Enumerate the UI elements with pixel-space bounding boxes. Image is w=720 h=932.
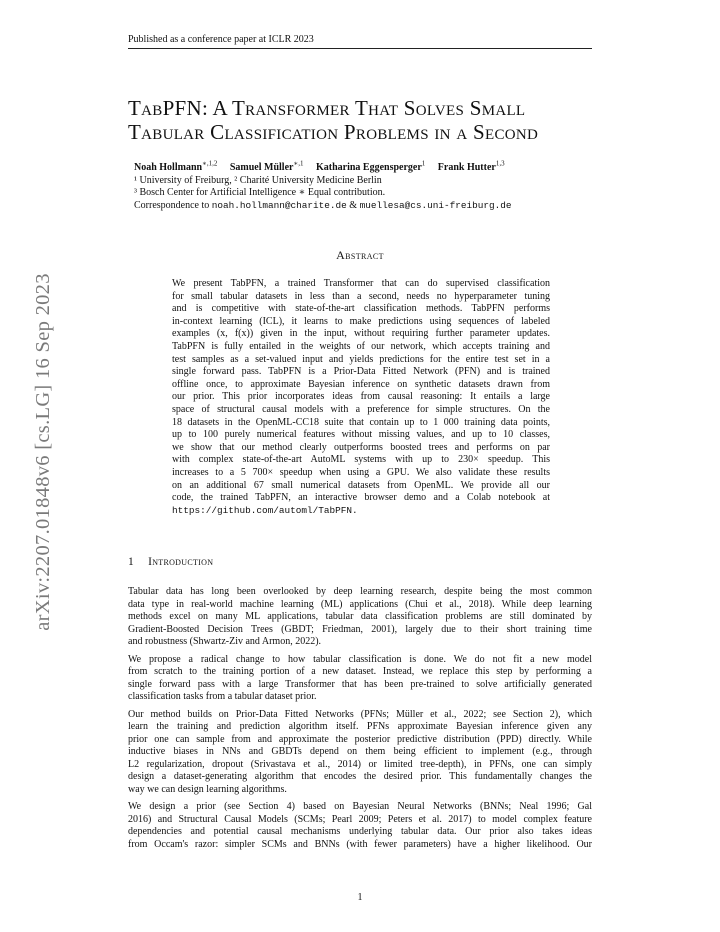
author-names	[134, 158, 604, 175]
abstract-line: our prior. This prior incorporates ideas from causal reasoning: It entails a large	[172, 391, 550, 403]
abstract-line: up to 100 purely numerical features without missing values, and up to 10 classes,	[172, 429, 550, 441]
author-block	[134, 158, 604, 212]
text-line: methods excel on many ML applications, tabular data classification problems are still dominated by	[128, 611, 592, 622]
abstract-text	[172, 278, 550, 517]
author: Frank Hutter$^{1,3}$	[437, 160, 505, 174]
page-number: 1	[357, 892, 363, 903]
text-line: learn the training and prediction algorithm itself. PFNs approximate Bayesian inference given any	[128, 721, 592, 732]
abstract-line: single forward pass. TabPFN is a Prior-Data Fitted Network (PFN) and is trained	[172, 366, 550, 378]
text-line: data type in real-world machine learning (ML) applications (Chui et al., 2018). While deep learning	[128, 598, 592, 610]
abstract-line: We present TabPFN, a trained Transformer that can do supervised classification	[172, 278, 550, 289]
text-line: dependencies and potential causal mechanisms underlying tabular data. Our prior also takes ideas	[128, 826, 592, 837]
text-line: from Occam's razor: simpler SCMs and BNNs (with fewer parameters) have a higher likelihood. Our	[128, 838, 592, 850]
abstract-line: examples (x, f(x)) given in the input, without requiring further parameter updates.	[172, 328, 550, 340]
arxiv-stamp: arXiv:2207.01848v6 [cs.LG] 16 Sep 2023	[32, 273, 54, 631]
paper-title	[128, 96, 598, 144]
email-link[interactable]: muellesa@cs.uni-freiburg.de	[359, 199, 512, 211]
abstract-line: space of structural causal models with a preference for simple structures. On the	[172, 403, 550, 415]
text-line: prior one can sample from and approximate the posterior predictive distribution (PPD) directly. While	[128, 733, 592, 745]
affiliation: ¹ University of Freiburg, ² Charité University Medicine Berlin	[134, 174, 382, 186]
text-line: classification tasks from a tabular dataset prior.	[128, 691, 317, 702]
abstract-heading: Abstract	[336, 248, 384, 262]
text-line: from scratch to the training portion of a new dataset. Instead, we replace this step by performing a	[128, 666, 592, 677]
title-line: TabPFN: A Transformer That Solves Small	[128, 96, 526, 120]
paragraph	[128, 709, 592, 797]
text-line: inductive biases in NNs and GBDTs depend on them being efficient to implement (e.g., through	[128, 746, 592, 757]
text-line: Tabular data has long been overlooked by deep learning research, despite being the most common	[128, 586, 592, 597]
text-line: design a dataset-generating algorithm that encodes the desired prior. This fundamentally changes the	[128, 771, 592, 782]
abstract-line: 18 datasets in the OpenML-CC18 suite that contain up to 1 000 training data points,	[172, 416, 550, 428]
paragraph	[128, 586, 592, 649]
abstract-line: for small tabular datasets in less than a second, needs no hyperparameter tuning	[172, 290, 550, 302]
text-line: We design a prior (see Section 4) based on Bayesian Neural Networks (BNNs; Neal 1996; Gal	[128, 801, 592, 812]
abstract-line: increases to a 5 700× speedup when using a GPU. We also validate these results	[172, 466, 550, 478]
text-line: and robustness (Shwartz-Ziv and Armon, 2022).	[128, 636, 322, 647]
text-line: way we can design learning algorithms.	[128, 783, 287, 795]
paragraph	[128, 654, 592, 704]
text-line: Gradient-Boosted Decision Trees (GBDT; Friedman, 2001), largely due to their short training time	[128, 623, 592, 635]
abstract-line: test samples as a set-valued input and yields predictions for the entire test set in a	[172, 353, 550, 365]
abstract-line: with complex state-of-the-art AutoML systems with up to 230× speedup. This	[172, 454, 550, 466]
abstract-line: offline once, to approximate Bayesian inference on synthetic datasets drawn from	[172, 378, 550, 390]
text-line: We propose a radical change to how tabular classification is done. We do not fit a new model	[128, 653, 592, 665]
text-line: 2016) and Structural Causal Models (SCMs; Pearl 2009; Peters et al. 2017) to model complex feature	[128, 813, 592, 825]
body-text	[128, 586, 592, 856]
author: Noah Hollmann$^{∗,1,2}$	[134, 160, 218, 174]
paragraph	[128, 801, 592, 851]
affiliation: ³ Bosch Center for Artificial Intelligence ∗ Equal contribution.	[134, 187, 386, 199]
abstract-line: we show that our method clearly outperforms boosted trees and performs on par	[172, 441, 550, 453]
abstract-line: on an additional 67 small numerical datasets from OpenML. We provide all our	[172, 479, 550, 491]
running-header: Published as a conference paper at ICLR 2023	[128, 34, 592, 49]
abstract-line: in-context learning (ICL), it learns to make predictions using sequences of labeled	[172, 315, 550, 327]
text-line: single forward pass with a large Transformer that has been pre-trained to solve artificially generated	[128, 678, 592, 690]
text-line: L2 regularization, dropout (Srivastava et al., 2014) or limited tree-depth), in PFNs, one can simply	[128, 758, 592, 770]
email-link[interactable]: noah.hollmann@charite.de	[211, 199, 347, 211]
text-line: Our method builds on Prior-Data Fitted Networks (PFNs; Müller et al., 2022; see Section 2), which	[128, 708, 592, 720]
abstract-line: and is competitive with state-of-the-art classification methods. TabPFN performs	[172, 303, 550, 315]
author: Samuel Müller$^{∗,1}$	[229, 160, 304, 174]
abstract-line: https://github.com/automl/TabPFN.	[172, 504, 358, 516]
correspondence: Correspondence to noah.hollmann@charite.de & muellesa@cs.uni-freiburg.de	[134, 199, 512, 211]
abstract-line: code, the trained TabPFN, an interactive browser demo and a Colab notebook at	[172, 492, 550, 504]
abstract-line: TabPFN is fully entailed in the weights of our network, which accepts training and	[172, 340, 550, 352]
author: Katharina Eggensperger$^1$	[315, 160, 426, 174]
section-heading: 1 Introduction	[128, 556, 214, 568]
title-line: Tabular Classification Problems in a Second	[128, 120, 539, 144]
